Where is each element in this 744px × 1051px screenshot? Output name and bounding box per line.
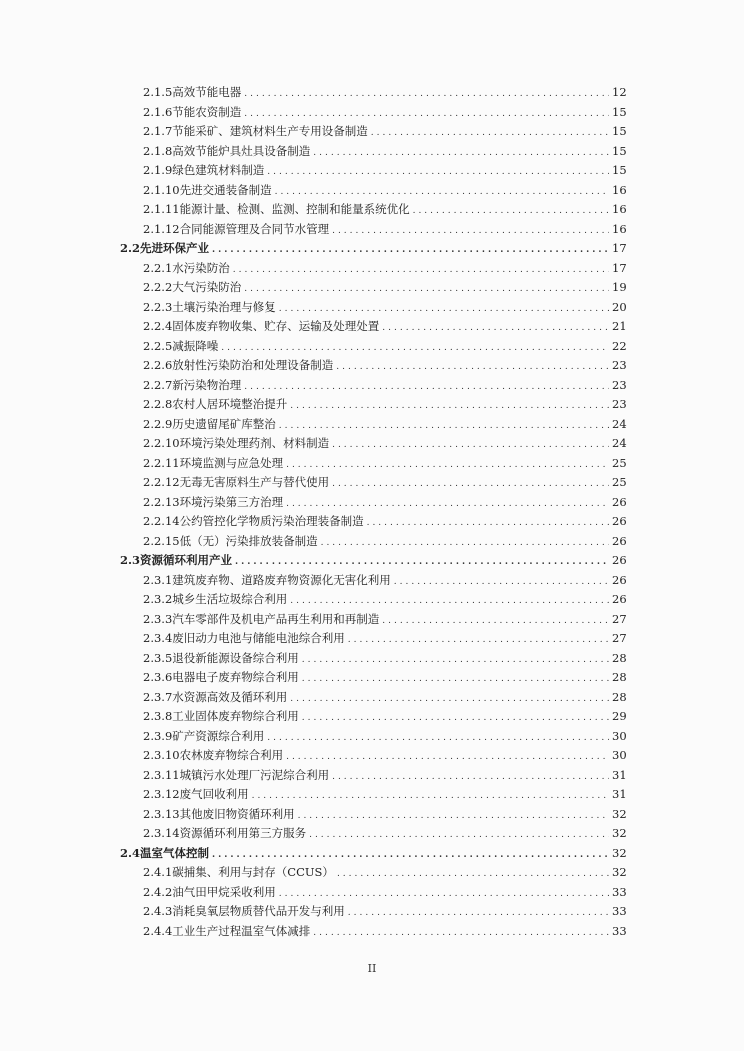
toc-row bbox=[143, 649, 626, 669]
toc-entry-number: 2.3.8 bbox=[143, 709, 173, 723]
toc-entry-title: 先进交通装备制造 bbox=[179, 182, 272, 197]
toc-entry-number: 2.1.7 bbox=[143, 124, 173, 138]
toc-entry-title: 无毒无害原料生产与替代使用 bbox=[179, 475, 330, 489]
toc-entry bbox=[0, 200, 744, 220]
toc-row bbox=[143, 668, 626, 688]
toc-entry-page: 21 bbox=[612, 319, 627, 333]
toc-entry bbox=[0, 610, 744, 630]
toc-entry-title: 汽车零部件及机电产品再生利用和再制造 bbox=[172, 611, 380, 626]
toc-entry-number: 2.4.2 bbox=[143, 884, 173, 899]
toc-entry-page: 15 bbox=[612, 124, 627, 138]
toc-entry bbox=[0, 688, 744, 708]
toc-entry-title: 其他废旧物资循环利用 bbox=[179, 806, 295, 821]
toc-entry-title: 矿产资源综合利用 bbox=[172, 728, 265, 743]
toc-entry-number: 2.1.10 bbox=[143, 182, 180, 197]
toc-entry-page: 32 bbox=[612, 865, 627, 879]
toc-row bbox=[143, 122, 626, 142]
toc-row bbox=[143, 473, 626, 493]
toc-entry-number: 2.3.12 bbox=[143, 787, 180, 801]
toc-entry-page: 28 bbox=[612, 670, 627, 684]
toc-entry-page: 26 bbox=[612, 572, 627, 587]
toc-entry-page: 33 bbox=[612, 923, 627, 938]
toc-entry-page: 26 bbox=[612, 533, 627, 548]
toc-entry-number: 2.4 bbox=[120, 845, 141, 860]
toc-entry-title: 碳捕集、利用与封存（CCUS） bbox=[172, 865, 334, 879]
toc-entry-number: 2.1.11 bbox=[143, 202, 180, 216]
toc-section-entry bbox=[0, 844, 744, 864]
toc-entry-title: 油气田甲烷采收利用 bbox=[172, 884, 276, 899]
toc-row bbox=[143, 103, 626, 123]
toc-entry-number: 2.1.12 bbox=[143, 221, 180, 236]
toc-entry bbox=[0, 785, 744, 805]
toc-entry-title: 固体废弃物收集、贮存、运输及处理处置 bbox=[172, 319, 380, 333]
toc-entry-page: 20 bbox=[612, 299, 627, 314]
toc-entry-title: 节能采矿、建筑材料生产专用设备制造 bbox=[172, 124, 368, 138]
toc-entry-page: 28 bbox=[612, 650, 627, 665]
toc-row bbox=[143, 824, 626, 844]
toc-entry bbox=[0, 376, 744, 396]
toc-entry-title: 节能农资制造 bbox=[172, 104, 242, 119]
toc-entry-title: 废旧动力电池与储能电池综合利用 bbox=[172, 631, 345, 645]
toc-row bbox=[143, 863, 626, 883]
toc-row bbox=[143, 415, 626, 435]
toc-entry-page: 26 bbox=[612, 494, 627, 509]
toc-entry-page: 16 bbox=[612, 221, 627, 236]
toc-entry-page: 16 bbox=[612, 202, 627, 216]
toc-entry bbox=[0, 805, 744, 825]
toc-entry-title: 能源计量、检测、监测、控制和能量系统优化 bbox=[179, 202, 410, 216]
toc-entry-title: 消耗臭氧层物质替代品开发与利用 bbox=[172, 904, 345, 918]
toc-row bbox=[143, 688, 626, 708]
toc-entry-number: 2.2.14 bbox=[143, 514, 180, 528]
toc-entry bbox=[0, 824, 744, 844]
toc-entry-number: 2.3.13 bbox=[143, 806, 180, 821]
toc-entry-number: 2.3.7 bbox=[143, 689, 173, 704]
toc-entry-page: 16 bbox=[612, 182, 627, 197]
toc-entry-number: 2.3.10 bbox=[143, 748, 180, 762]
toc-entry-number: 2.2.4 bbox=[143, 319, 173, 333]
toc-entry bbox=[0, 415, 744, 435]
toc-entry-title: 减振降噪 bbox=[172, 338, 219, 353]
toc-entry bbox=[0, 434, 744, 454]
toc-entry-title: 农村人居环境整治提升 bbox=[172, 397, 288, 411]
toc-entry-number: 2.3.3 bbox=[143, 611, 173, 626]
toc-entry bbox=[0, 298, 744, 318]
toc-entry-number: 2.2.15 bbox=[143, 533, 180, 548]
toc-row bbox=[143, 571, 626, 591]
toc-entry-title: 废气回收利用 bbox=[179, 787, 249, 801]
toc-row bbox=[143, 278, 626, 298]
toc-row bbox=[143, 161, 626, 181]
toc-row bbox=[143, 922, 626, 942]
toc-entry-number: 2.3.2 bbox=[143, 592, 173, 606]
toc-entry bbox=[0, 395, 744, 415]
toc-entry-number: 2.2.10 bbox=[143, 436, 180, 450]
toc-row bbox=[143, 376, 626, 396]
toc-row bbox=[143, 805, 626, 825]
toc-row bbox=[143, 746, 626, 766]
toc-entry-page: 12 bbox=[612, 85, 627, 99]
toc-row bbox=[143, 142, 626, 162]
toc-entry-title: 水资源高效及循环利用 bbox=[172, 689, 288, 704]
toc-entry-number: 2.1.8 bbox=[143, 143, 173, 158]
toc-entry-title: 土壤污染治理与修复 bbox=[172, 299, 276, 314]
toc-entry-number: 2.2.6 bbox=[143, 358, 173, 372]
toc-row bbox=[143, 220, 626, 240]
toc-entry-title: 温室气体控制 bbox=[140, 845, 210, 860]
toc-entry-number: 2.3.11 bbox=[143, 767, 180, 782]
toc-row bbox=[143, 259, 626, 279]
toc-entry-page: 22 bbox=[612, 338, 627, 353]
toc-entry bbox=[0, 259, 744, 279]
toc-entry-title: 资源循环利用第三方服务 bbox=[179, 826, 307, 840]
toc-entry-page: 19 bbox=[612, 280, 627, 294]
toc-entry-title: 环境监测与应急处理 bbox=[179, 455, 284, 470]
toc-entry-page: 24 bbox=[612, 436, 627, 450]
toc-row bbox=[120, 551, 626, 571]
toc-entry-number: 2.3.1 bbox=[143, 572, 173, 587]
toc-entry bbox=[0, 532, 744, 552]
toc-entry-number: 2.4.1 bbox=[143, 865, 173, 879]
toc-row bbox=[143, 610, 626, 630]
toc-entry-page: 15 bbox=[612, 143, 627, 158]
toc-entry-number: 2.2.1 bbox=[143, 260, 173, 275]
toc-entry-number: 2.3.5 bbox=[143, 650, 173, 665]
toc-entry bbox=[0, 883, 744, 903]
toc-entry bbox=[0, 83, 744, 103]
toc-section-entry bbox=[0, 551, 744, 571]
toc-entry-page: 30 bbox=[612, 728, 627, 743]
toc-entry bbox=[0, 590, 744, 610]
toc-entry-title: 放射性污染防治和处理设备制造 bbox=[172, 358, 334, 372]
toc-entry-number: 2.2.13 bbox=[143, 494, 180, 509]
toc-entry-number: 2.1.9 bbox=[143, 163, 173, 177]
toc-entry bbox=[0, 922, 744, 942]
toc-row bbox=[143, 317, 626, 337]
toc-entry-title: 历史遗留尾矿库整治 bbox=[172, 416, 276, 431]
toc-entry bbox=[0, 122, 744, 142]
toc-row bbox=[143, 493, 626, 513]
toc-entry-title: 工业生产过程温室气体减排 bbox=[172, 923, 311, 938]
toc-entry bbox=[0, 473, 744, 493]
toc-entry-title: 高效节能炉具灶具设备制造 bbox=[172, 143, 311, 158]
toc-entry-title: 低（无）污染排放装备制造 bbox=[179, 533, 318, 548]
toc-entry-number: 2.3.9 bbox=[143, 728, 173, 743]
toc-entry-page: 32 bbox=[612, 806, 627, 821]
toc-row bbox=[143, 454, 626, 474]
toc-entry bbox=[0, 766, 744, 786]
toc-entry-title: 高效节能电器 bbox=[172, 85, 242, 99]
toc-entry bbox=[0, 161, 744, 181]
toc-leader-dots bbox=[313, 924, 609, 944]
toc-row bbox=[143, 727, 626, 747]
toc-entry-page: 30 bbox=[612, 748, 627, 762]
toc-entry-number: 2.2.8 bbox=[143, 397, 173, 411]
toc-entry-page: 33 bbox=[612, 904, 627, 918]
toc-entry-page: 15 bbox=[612, 163, 627, 177]
toc-entry bbox=[0, 668, 744, 688]
toc-entry-title: 建筑废弃物、道路废弃物资源化无害化利用 bbox=[172, 572, 391, 587]
toc-entry bbox=[0, 649, 744, 669]
toc-entry-title: 城镇污水处理厂污泥综合利用 bbox=[179, 767, 330, 782]
toc-row bbox=[143, 883, 626, 903]
toc-entry-page: 27 bbox=[612, 631, 627, 645]
toc-entry-page: 17 bbox=[612, 241, 627, 255]
toc-entry bbox=[0, 337, 744, 357]
toc-row bbox=[120, 844, 626, 864]
toc-entry bbox=[0, 629, 744, 649]
toc-entry-title: 先进环保产业 bbox=[140, 241, 210, 255]
toc-entry-page: 27 bbox=[612, 611, 627, 626]
toc-row bbox=[143, 629, 626, 649]
toc-entry-number: 2.3.6 bbox=[143, 670, 173, 684]
toc-entry-number: 2.3 bbox=[120, 553, 141, 567]
toc-entry-number: 2.2.11 bbox=[143, 455, 180, 470]
toc-entry-page: 26 bbox=[612, 553, 627, 567]
toc-entry-title: 资源循环利用产业 bbox=[140, 553, 233, 567]
toc-row bbox=[143, 512, 626, 532]
toc-entry-page: 29 bbox=[612, 709, 627, 723]
toc-entry-page: 15 bbox=[612, 104, 627, 119]
toc-entry-page: 32 bbox=[612, 845, 627, 860]
toc-entry-title: 合同能源管理及合同节水管理 bbox=[179, 221, 330, 236]
toc-row bbox=[143, 200, 626, 220]
toc-entry-number: 2.2.7 bbox=[143, 377, 173, 392]
toc-row bbox=[143, 181, 626, 201]
toc-entry bbox=[0, 356, 744, 376]
toc-entry bbox=[0, 746, 744, 766]
toc-entry bbox=[0, 571, 744, 591]
toc-entry-title: 工业固体废弃物综合利用 bbox=[172, 709, 299, 723]
toc-entry-page: 24 bbox=[612, 416, 627, 431]
toc-entry-title: 新污染物治理 bbox=[172, 377, 242, 392]
toc-entry bbox=[0, 727, 744, 747]
toc-entry bbox=[0, 103, 744, 123]
toc-row bbox=[143, 785, 626, 805]
toc-entry-title: 城乡生活垃圾综合利用 bbox=[172, 592, 288, 606]
toc-entry bbox=[0, 454, 744, 474]
toc-entry bbox=[0, 707, 744, 727]
toc-row bbox=[143, 902, 626, 922]
toc-entry-number: 2.4.4 bbox=[143, 923, 173, 938]
toc-entry-title: 农林废弃物综合利用 bbox=[179, 748, 284, 762]
toc-row bbox=[143, 707, 626, 727]
toc-entry-title: 电器电子废弃物综合利用 bbox=[172, 670, 299, 684]
toc-row bbox=[143, 766, 626, 786]
toc-entry-page: 25 bbox=[612, 475, 627, 489]
toc-entry-number: 2.1.5 bbox=[143, 85, 173, 99]
toc-entry-title: 绿色建筑材料制造 bbox=[172, 163, 265, 177]
toc-section-entry bbox=[0, 239, 744, 259]
toc-entry bbox=[0, 902, 744, 922]
toc-entry-number: 2.2 bbox=[120, 241, 141, 255]
toc-entry-title: 环境污染处理药剂、材料制造 bbox=[179, 436, 330, 450]
toc-entry-page: 32 bbox=[612, 826, 627, 840]
page-number: II bbox=[367, 962, 377, 975]
toc-entry-page: 33 bbox=[612, 884, 627, 899]
toc-entry-title: 大气污染防治 bbox=[172, 280, 242, 294]
toc-row bbox=[143, 590, 626, 610]
toc-entry-number: 2.2.5 bbox=[143, 338, 173, 353]
toc-entry bbox=[0, 317, 744, 337]
toc-entry-page: 31 bbox=[612, 787, 627, 801]
toc-row bbox=[143, 434, 626, 454]
toc-entry bbox=[0, 493, 744, 513]
toc-entry-number: 2.1.6 bbox=[143, 104, 173, 119]
toc-row bbox=[143, 298, 626, 318]
toc-entry-page: 23 bbox=[612, 397, 627, 411]
toc-entry bbox=[0, 220, 744, 240]
toc-entry-page: 26 bbox=[612, 592, 627, 606]
toc-entry-title: 退役新能源设备综合利用 bbox=[172, 650, 299, 665]
toc-entry-number: 2.2.3 bbox=[143, 299, 173, 314]
toc-entry-page: 23 bbox=[612, 358, 627, 372]
toc-entry-title: 公约管控化学物质污染治理装备制造 bbox=[179, 514, 364, 528]
toc-entry-page: 25 bbox=[612, 455, 627, 470]
toc-entry-page: 26 bbox=[612, 514, 627, 528]
toc-entry-number: 2.3.14 bbox=[143, 826, 180, 840]
toc-entry-number: 2.4.3 bbox=[143, 904, 173, 918]
toc-row bbox=[143, 356, 626, 376]
toc-entry bbox=[0, 181, 744, 201]
toc-entry-number: 2.2.9 bbox=[143, 416, 173, 431]
toc-entry bbox=[0, 863, 744, 883]
toc-entry-page: 31 bbox=[612, 767, 627, 782]
table-of-contents bbox=[0, 83, 744, 941]
toc-row bbox=[143, 395, 626, 415]
toc-row bbox=[143, 337, 626, 357]
toc-entry bbox=[0, 278, 744, 298]
toc-entry-number: 2.2.2 bbox=[143, 280, 173, 294]
toc-row bbox=[143, 83, 626, 103]
toc-entry bbox=[0, 142, 744, 162]
toc-row bbox=[120, 239, 626, 259]
toc-entry-title: 水污染防治 bbox=[172, 260, 230, 275]
toc-entry-page: 17 bbox=[612, 260, 627, 275]
toc-entry-page: 23 bbox=[612, 377, 627, 392]
toc-entry bbox=[0, 512, 744, 532]
toc-entry-number: 2.3.4 bbox=[143, 631, 173, 645]
toc-entry-number: 2.2.12 bbox=[143, 475, 180, 489]
toc-entry-page: 28 bbox=[612, 689, 627, 704]
toc-entry-title: 环境污染第三方治理 bbox=[179, 494, 284, 509]
toc-row bbox=[143, 532, 626, 552]
